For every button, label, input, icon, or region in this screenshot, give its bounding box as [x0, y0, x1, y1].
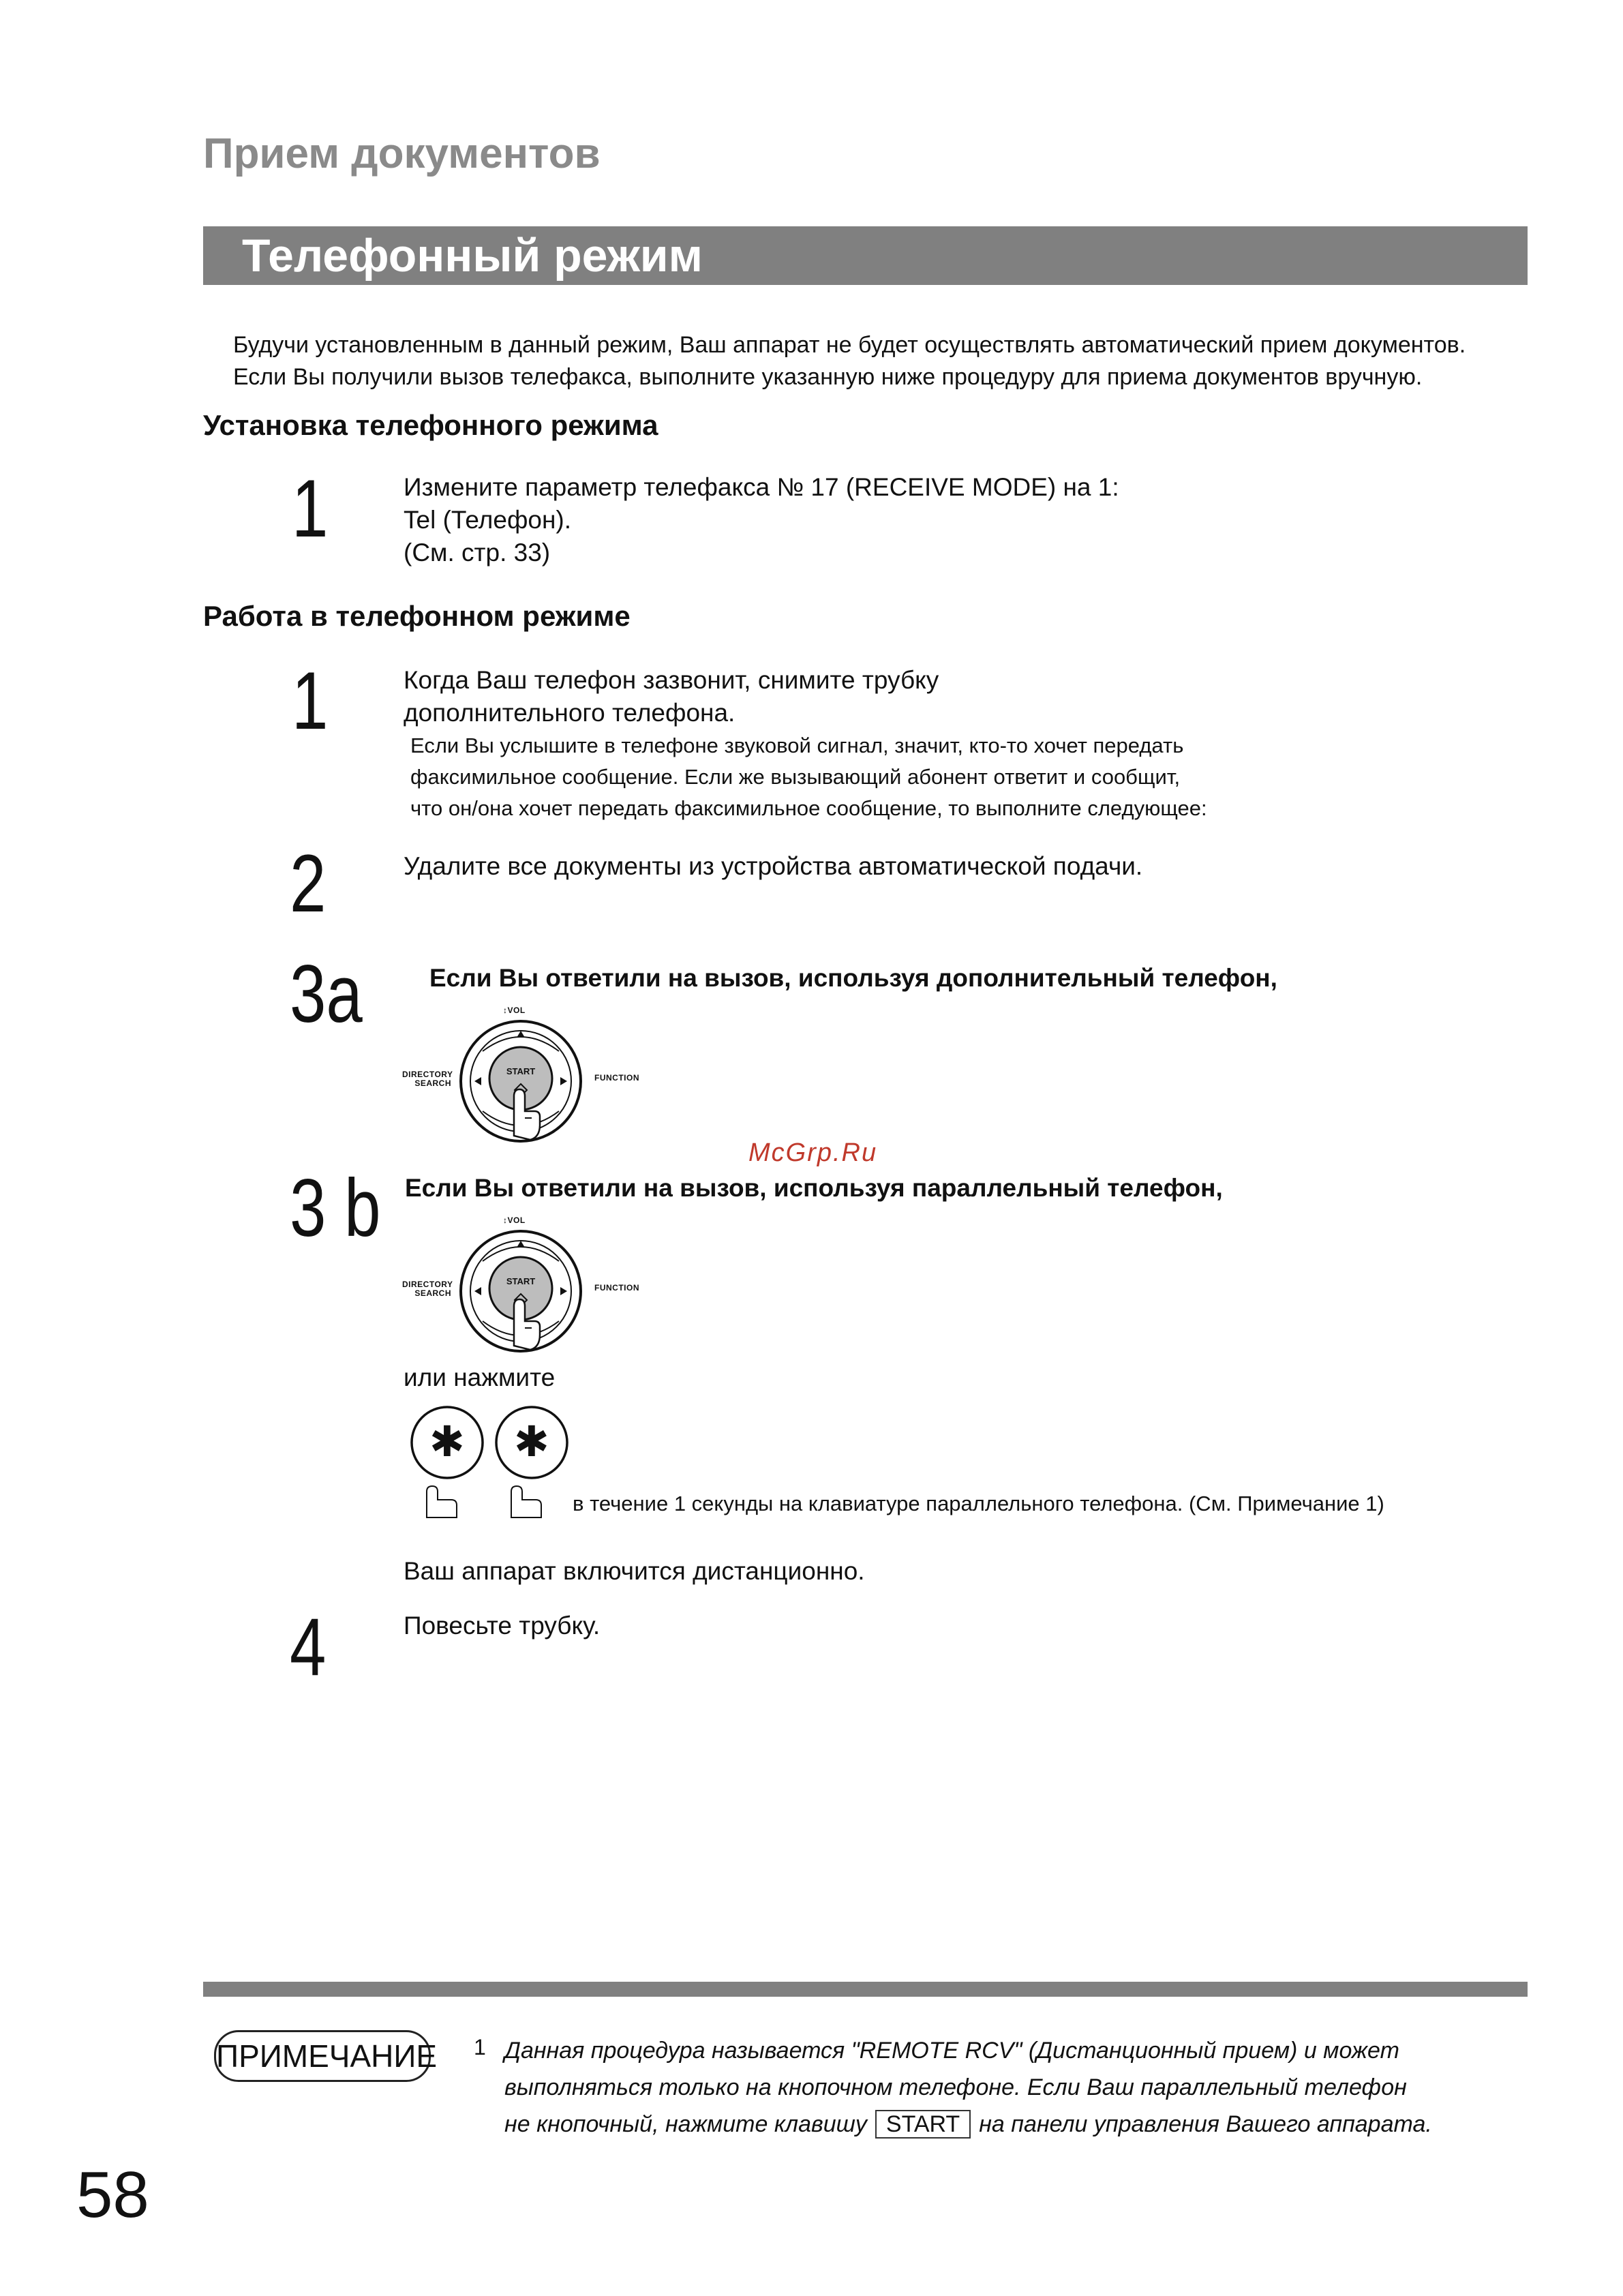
note-line-3-end: на панели управления Вашего аппарата.	[979, 2111, 1432, 2137]
step3b-text: Если Вы ответили на вызов, используя параллельный телефон,	[405, 1174, 1223, 1202]
page-number: 58	[76, 2158, 149, 2231]
note-badge: ПРИМЕЧАНИЕ	[214, 2030, 431, 2082]
start-button-label: START	[506, 1276, 536, 1286]
step1-note-3: что он/она хочет передать факсимильное сообщение, то выполните следующее:	[410, 796, 1207, 820]
directory-search-label: DIRECTORY SEARCH	[402, 1280, 453, 1298]
note-line-3	[504, 2106, 1432, 2142]
directory-search-label: DIRECTORY SEARCH	[402, 1070, 453, 1088]
step4-number: 4	[290, 1601, 327, 1693]
step1-line-1: Когда Ваш телефон зазвонит, снимите трубку	[404, 666, 939, 694]
star-keys-icon	[406, 1404, 577, 1520]
navigation-dial	[455, 1016, 592, 1147]
setup-step-number: 1	[292, 463, 329, 554]
note-line-1: Данная процедура называется "REMOTE RCV" (Дистанционный прием) и может	[504, 2038, 1399, 2064]
step3a-text: Если Вы ответили на вызов, используя дополнительный телефон,	[429, 964, 1277, 992]
control-panel-3a	[402, 1005, 648, 1148]
star-keys-note: в течение 1 секунды на клавиатуре параллельного телефона. (См. Примечание 1)	[573, 1492, 1384, 1515]
step1-number: 1	[292, 655, 329, 746]
function-label: FUNCTION	[594, 1073, 639, 1083]
or-press-text: или нажмите	[404, 1363, 556, 1391]
svg-text:✱: ✱	[514, 1417, 549, 1466]
section-title: Прием документов	[203, 130, 601, 177]
watermark: McGrp.Ru	[748, 1138, 878, 1167]
start-button-label: START	[506, 1066, 536, 1076]
step3b-number: 3 b	[290, 1162, 381, 1254]
setup-line-3: (См. стр. 33)	[404, 539, 551, 567]
vol-label: ↕VOL	[503, 1215, 526, 1225]
step1-line-2: дополнительного телефона.	[404, 699, 735, 727]
step2-text: Удалите все документы из устройства автоматической подачи.	[404, 852, 1143, 880]
note-number: 1	[474, 2035, 486, 2059]
navigation-dial	[455, 1226, 592, 1357]
step4-text: Повесьте трубку.	[404, 1612, 601, 1640]
function-label: FUNCTION	[594, 1283, 639, 1293]
setup-heading: Установка телефонного режима	[203, 409, 658, 441]
step3a-number: 3a	[290, 948, 363, 1040]
remote-activation-text: Ваш аппарат включится дистанционно.	[404, 1557, 865, 1585]
setup-line-2: Tel (Телефон).	[404, 506, 571, 534]
footer-divider	[203, 1982, 1528, 1997]
step1-note-2: факсимильное сообщение. Если же вызывающий абонент ответит и сообщит,	[410, 765, 1181, 789]
step1-note-1: Если Вы услышите в телефоне звуковой сигнал, значит, кто-то хочет передать	[410, 734, 1184, 757]
intro-line-1: Будучи установленным в данный режим, Ваш аппарат не будет осуществлять автоматический прием документов.	[233, 332, 1466, 358]
page-title: Телефонный режим	[242, 230, 703, 282]
step2-number: 2	[290, 838, 327, 929]
note-line-3-start: не кнопочный, нажмите клавишу	[504, 2111, 867, 2137]
svg-text:✱: ✱	[429, 1417, 465, 1466]
vol-label: ↕VOL	[503, 1006, 526, 1015]
setup-line-1: Измените параметр телефакса № 17 (RECEIVE MODE) на 1:	[404, 473, 1119, 501]
start-key-label: START	[875, 2110, 971, 2139]
control-panel-3b	[402, 1215, 648, 1358]
intro-line-2: Если Вы получили вызов телефакса, выполните указанную ниже процедуру для приема документов вручную.	[233, 364, 1423, 390]
work-heading: Работа в телефонном режиме	[203, 600, 631, 632]
note-line-2: выполняться только на кнопочном телефоне. Если Ваш параллельный телефон	[504, 2074, 1407, 2100]
